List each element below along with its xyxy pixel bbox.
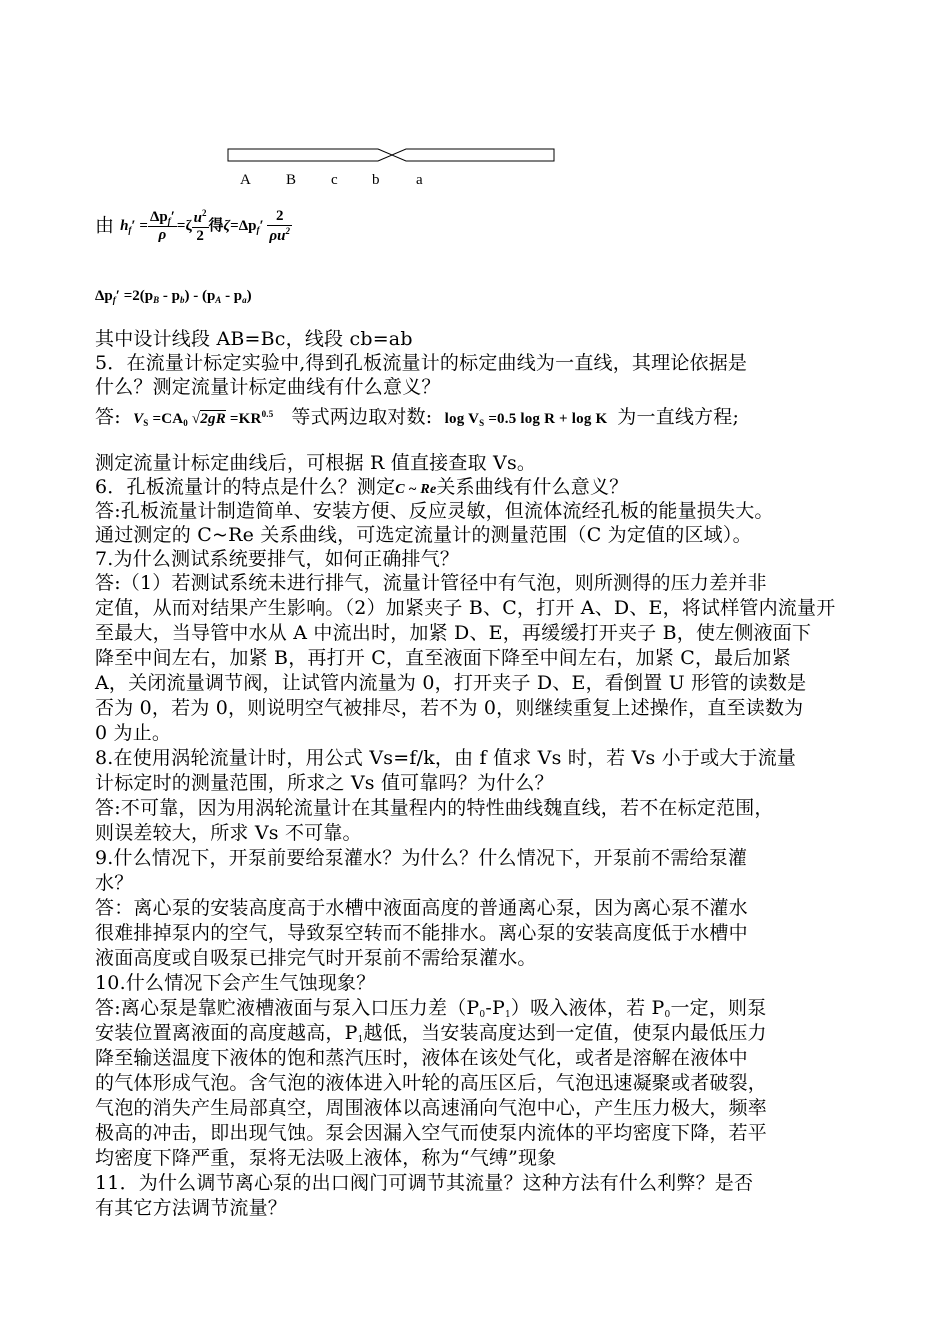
text-line: 气泡的消失产生局部真空，周围液体以高速涌向气泡中心，产生压力极大，频率 bbox=[95, 1097, 768, 1119]
diagram-label-B: B bbox=[286, 172, 297, 188]
text-line: 极高的冲击，即出现气蚀。泵会因漏入空气而使泵内流体的平均密度下降，若平 bbox=[95, 1122, 768, 1144]
text-line: 答：离心泵的安装高度高于水槽中液面高度的普通离心泵，因为离心泵不灌水 bbox=[95, 897, 748, 919]
text-line: 否为 0，若为 0，则说明空气被排尽，若不为 0，则继续重复上述操作，直至读数为 bbox=[95, 697, 804, 719]
text-line: 计标定时的测量范围，所求之 Vs 值可靠吗？为什么？ bbox=[95, 772, 554, 794]
text-line: 有其它方法调节流量？ bbox=[95, 1197, 288, 1219]
text-line: 很难排掉泵内的空气，导致泵空转而不能排水。离心泵的安装高度低于水槽中 bbox=[95, 922, 748, 944]
answer-5: 答: $V_S =CA_0$ $√2gR =KR^{0.5}$ 等式两边取对数: $\log V_S =0.5$ log R + log K 为一直线方程; bbox=[95, 406, 740, 428]
text-line: 0 为止。 bbox=[95, 722, 172, 744]
text-line: 水？ bbox=[95, 872, 134, 894]
pipe-diagram bbox=[220, 140, 565, 200]
question-6: 6．孔板流量计的特点是什么？测定C ~ Re关系曲线有什么意义？ bbox=[95, 476, 629, 498]
text-line: 答:（1）若测试系统未进行排气，流量计管径中有气泡，则所测得的压力差并非 bbox=[95, 572, 767, 594]
text-line: 什么？测定流量计标定曲线有什么意义？ bbox=[95, 376, 441, 398]
text-line: 安装位置离液面的高度越高，$P_1$越低，当安装高度达到一定值，使泵内最低压力 bbox=[95, 1022, 767, 1045]
text-line: 定值，从而对结果产生影响。（2）加紧夹子 B、C，打开 A、D、E，将试样管内流量开 bbox=[95, 597, 836, 619]
text-line: 降至输送温度下液体的饱和蒸汽压时，液体在该处气化，或者是溶解在液体中 bbox=[95, 1047, 748, 1069]
text-line: 均密度下降严重，泵将无法吸上液体，称为“气缚”现象 bbox=[95, 1147, 557, 1169]
question-8: 8.在使用涡轮流量计时，用公式 Vs=f/k，由 f 值求 Vs 时，若 Vs 小于或大于流量 bbox=[95, 747, 797, 769]
text-line: 答:不可靠，因为用涡轮流量计在其量程内的特性曲线魏直线，若不在标定范围， bbox=[95, 797, 774, 819]
question-11: 11．为什么调节离心泵的出口阀门可调节其流量？这种方法有什么利弊？是否 bbox=[95, 1172, 754, 1194]
diagram-label-c: c bbox=[331, 172, 338, 188]
diagram-label-b: b bbox=[372, 172, 380, 188]
formula-prefix: 由 bbox=[95, 214, 115, 237]
diagram-label-A: A bbox=[240, 172, 251, 188]
text-line: 的气体形成气泡。含气泡的液体进入叶轮的高压区后，气泡迅速凝聚或者破裂， bbox=[95, 1072, 768, 1094]
text-line: 则误差较大，所求 Vs 不可靠。 bbox=[95, 822, 362, 844]
text-line: 至最大，当导管中水从 A 中流出时，加紧 D、E，再缓缓打开夹子 B，使左侧液面下 bbox=[95, 622, 812, 644]
formula-head-loss: 由 $h_f'$ = $\frac{\Delta p_f'}{\rho}$ =ζ $\frac{u^2}{2}$ 得$\zeta=\Delta p_f'$ $\frac{2}{\rho u^2}$ bbox=[95, 208, 290, 244]
text-line: 通过测定的 C~Re 关系曲线，可选定流量计的测量范围（C 为定值的区域）。 bbox=[95, 524, 752, 546]
formula-pressure-drop: $\Delta p_f' =2(p_B - p_b) - (p_A - p_a)$ bbox=[95, 288, 252, 305]
pipe-outline bbox=[228, 149, 554, 161]
text-line: 液面高度或自吸泵已排完气时开泵前不需给泵灌水。 bbox=[95, 947, 537, 969]
question-7: 7.为什么测试系统要排气，如何正确排气？ bbox=[95, 548, 460, 570]
question-5: 5．在流量计标定实验中,得到孔板流量计的标定曲线为一直线，其理论依据是 bbox=[95, 352, 748, 374]
formula-vs: $V_S =CA_0$ $√2gR =KR^{0.5}$ bbox=[133, 409, 274, 428]
text-line: A，关闭流量调节阀，让试管内流量为 0，打开夹子 D、E，看倒置 U 形管的读数是 bbox=[95, 672, 807, 694]
question-10: 10.什么情况下会产生气蚀现象？ bbox=[95, 972, 376, 994]
text-line: 测定流量计标定曲线后，可根据 R 值直接查取 Vs。 bbox=[95, 452, 537, 474]
text-line: 答:离心泵是靠贮液槽液面与泵入口压力差$(P_0-P_1)$吸入液体，若 $P_0$一定，则泵 bbox=[95, 997, 767, 1020]
question-9: 9.什么情况下，开泵前要给泵灌水？为什么？什么情况下，开泵前不需给泵灌 bbox=[95, 847, 748, 869]
diagram-label-a: a bbox=[416, 172, 423, 188]
text-line: 答:孔板流量计制造简单、安装方便、反应灵敏，但流体流经孔板的能量损失大。 bbox=[95, 500, 774, 522]
formula-log: $\log V_S =0.5$ log R + log K bbox=[444, 411, 608, 428]
text-line: 降至中间左右，加紧 B，再打开 C，直至液面下降至中间左右，加紧 C，最后加紧 bbox=[95, 647, 791, 669]
text-line: 其中设计线段 AB=Bc，线段 cb=ab bbox=[95, 328, 413, 350]
